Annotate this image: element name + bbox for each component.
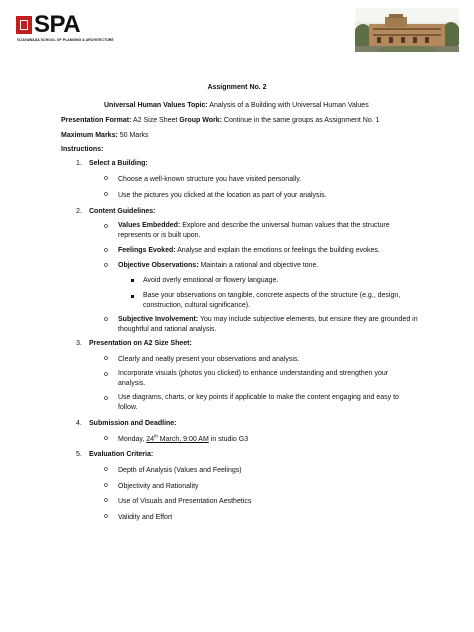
instructions-label: Instructions: bbox=[61, 146, 104, 153]
section-number: 2. bbox=[76, 208, 82, 215]
bullet-icon: o bbox=[104, 482, 108, 489]
list-item: Use the pictures you clicked at the location as part of your analysis. bbox=[118, 192, 327, 199]
deadline-day-suffix: th bbox=[154, 433, 158, 439]
marks-line bbox=[61, 131, 149, 140]
topic-line bbox=[104, 101, 369, 110]
logo-subtext: VIJAYAWADA SCHOOL OF PLANNING & ARCHITECTURE bbox=[17, 38, 114, 42]
topic-label: Universal Human Values Topic: bbox=[104, 102, 208, 109]
list-item bbox=[118, 315, 418, 334]
deadline-time: March, 9:00 AM bbox=[157, 436, 209, 443]
item-text: Analyse and explain the emotions or feelings the building evokes. bbox=[175, 247, 380, 254]
marks-label: Maximum Marks: bbox=[61, 132, 118, 139]
bullet-icon: o bbox=[104, 466, 108, 473]
list-item: Incorporate visuals (photos you clicked) to enhance understanding and strengthen your analysis. bbox=[118, 370, 389, 387]
bullet-icon: o bbox=[104, 497, 108, 504]
section-heading: Presentation on A2 Size Sheet: bbox=[89, 340, 192, 347]
section-heading: Select a Building: bbox=[89, 160, 148, 167]
bullet-icon: o bbox=[104, 223, 108, 230]
section-number: 4. bbox=[76, 420, 82, 427]
item-label: Subjective Involvement: bbox=[118, 316, 199, 323]
item-text: Explore and describe the universal human values that the structure represents or is built upon. bbox=[118, 222, 390, 239]
deadline-day: 24 bbox=[146, 436, 155, 443]
sub-list-item: Base your observations on tangible, concrete aspects of the structure (e.g., design, construction, cultural significance). bbox=[143, 292, 401, 309]
item-text: Maintain a rational and objective tone. bbox=[198, 262, 319, 269]
format-value: A2 Size Sheet bbox=[131, 117, 180, 124]
deadline-prefix: Monday, bbox=[118, 436, 147, 443]
bullet-icon: o bbox=[104, 262, 108, 269]
logo-emblem-icon bbox=[16, 16, 32, 34]
deadline-text bbox=[118, 435, 248, 444]
bullet-icon: o bbox=[104, 316, 108, 323]
section-number: 1. bbox=[76, 160, 82, 167]
format-label: Presentation Format: bbox=[61, 117, 132, 124]
document-title: Assignment No. 2 bbox=[207, 84, 267, 91]
list-item bbox=[118, 221, 414, 240]
item-text: You may include subjective elements, but ensure they are grounded in thoughtful and rational analysis. bbox=[118, 316, 418, 333]
item-label: Objective Observations: bbox=[118, 262, 199, 269]
square-bullet-icon bbox=[131, 279, 134, 282]
building-photo bbox=[355, 8, 459, 52]
deadline-location: in studio G3 bbox=[208, 436, 249, 443]
section-heading: Content Guidelines: bbox=[89, 208, 156, 215]
bullet-icon: o bbox=[104, 355, 108, 362]
format-line bbox=[61, 116, 380, 125]
bullet-icon: o bbox=[104, 247, 108, 254]
topic-value: Analysis of a Building with Universal Human Values bbox=[207, 102, 369, 109]
item-label: Values Embedded: bbox=[118, 222, 181, 229]
list-item: Clearly and neatly present your observations and analysis. bbox=[118, 356, 300, 363]
bullet-icon: o bbox=[104, 513, 108, 520]
section-heading: Submission and Deadline: bbox=[89, 420, 177, 427]
group-label: Group Work: bbox=[179, 117, 222, 124]
list-item: Validity and Effort bbox=[118, 514, 173, 521]
bullet-icon: o bbox=[104, 191, 108, 198]
section-heading: Evaluation Criteria: bbox=[89, 451, 154, 458]
bullet-icon: o bbox=[104, 175, 108, 182]
sub-list-item: Avoid overly emotional or flowery language. bbox=[143, 277, 279, 284]
list-item: Use diagrams, charts, or key points if applicable to make the content engaging and easy to follow. bbox=[118, 394, 399, 411]
square-bullet-icon bbox=[131, 295, 134, 298]
bullet-icon: o bbox=[104, 395, 108, 402]
list-item bbox=[118, 246, 380, 255]
spa-logo bbox=[16, 12, 116, 48]
list-item: Choose a well-known structure you have visited personally. bbox=[118, 176, 302, 183]
bullet-icon: o bbox=[104, 435, 108, 442]
group-value: Continue in the same groups as Assignment No. 1 bbox=[221, 117, 380, 124]
list-item: Use of Visuals and Presentation Aesthetics bbox=[118, 498, 252, 505]
list-item: Depth of Analysis (Values and Feelings) bbox=[118, 467, 242, 474]
section-number: 5. bbox=[76, 451, 82, 458]
deadline-date bbox=[146, 433, 209, 443]
logo-text: SPA bbox=[34, 11, 81, 38]
section-number: 3. bbox=[76, 340, 82, 347]
list-item: Objectivity and Rationality bbox=[118, 483, 199, 490]
item-label: Feelings Evoked: bbox=[118, 247, 176, 254]
list-item bbox=[118, 261, 318, 270]
bullet-icon: o bbox=[104, 371, 108, 378]
marks-value: 50 Marks bbox=[117, 132, 149, 139]
